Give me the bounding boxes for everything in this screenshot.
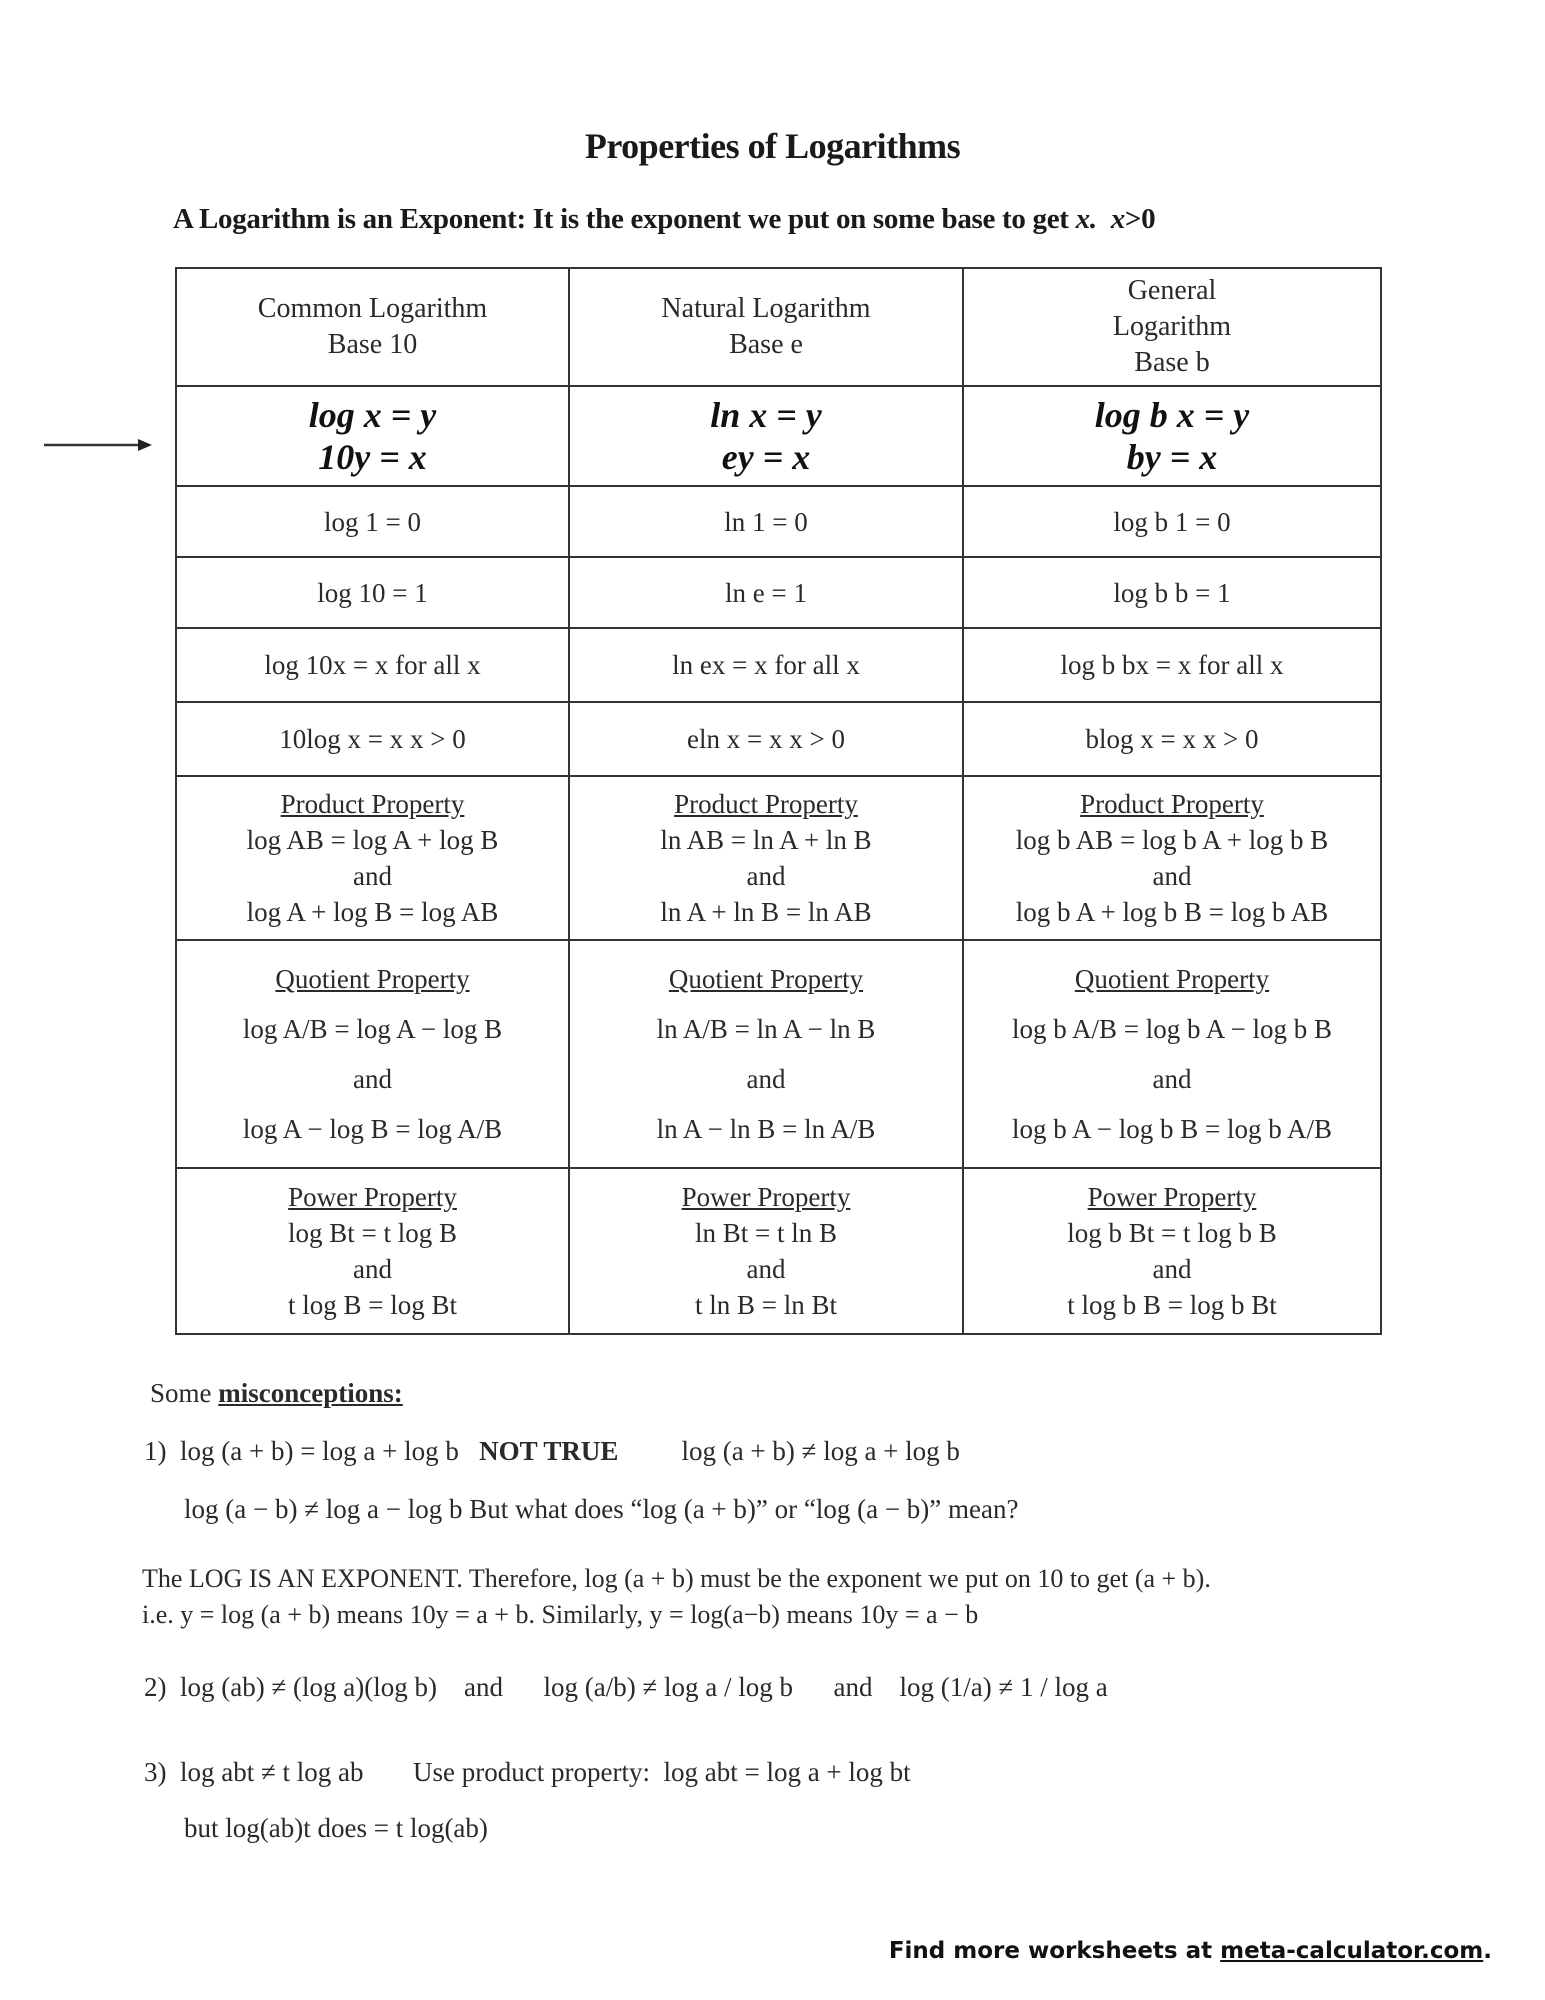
subtitle-var: x. xyxy=(1075,203,1097,235)
formula: t ln B = ln Bt xyxy=(694,1290,837,1320)
and-label: and xyxy=(353,1064,392,1094)
footer xyxy=(889,1938,1492,1964)
property-title: Power Property xyxy=(1087,1182,1257,1212)
table-row-power-property xyxy=(176,1168,1381,1334)
hint-formula: log abt = log a + log bt xyxy=(663,1757,911,1787)
misconception-3-followup: but log(ab)t does = t log(ab) xyxy=(184,1813,488,1843)
formula: log b AB = log b A + log b B xyxy=(1015,825,1329,855)
formula: log A − log B = log A/B xyxy=(242,1114,503,1144)
table-row-headers xyxy=(176,268,1381,386)
formula: log b Bt = t log b B xyxy=(1067,1218,1277,1248)
page-title: Properties of Logarithms xyxy=(584,126,961,166)
explanation-line-1: The LOG IS AN EXPONENT. Therefore, log (a + b) must be the exponent we put on 10 to get (a + b). xyxy=(142,1564,1211,1593)
table-cell: eln x = x x > 0 xyxy=(569,702,963,776)
property-title: Product Property xyxy=(674,789,858,819)
explanation-line-2: i.e. y = log (a + b) means 10y = a + b. Similarly, y = log(a−b) means 10y = a − b xyxy=(142,1600,979,1629)
formula: log b A + log b B = log b AB xyxy=(1015,897,1329,927)
quotient-cell xyxy=(569,940,963,1168)
subtitle-cond-var: x xyxy=(1110,203,1125,235)
property-title: Quotient Property xyxy=(1074,964,1270,994)
table-row-inverse-exp xyxy=(176,702,1381,776)
table-cell: log 10x = x for all x xyxy=(176,628,569,702)
table-cell: blog x = x x > 0 xyxy=(963,702,1381,776)
misconceptions-heading xyxy=(150,1378,403,1409)
power-cell xyxy=(963,1168,1381,1334)
table-cell: ln 1 = 0 xyxy=(569,486,963,557)
subtitle xyxy=(173,203,1155,236)
item-number: 3) xyxy=(144,1757,167,1787)
header-line: General xyxy=(1127,275,1217,306)
header-line: Natural Logarithm xyxy=(661,293,871,324)
item-number: 2) xyxy=(144,1672,167,1702)
definition-log-form: log b x = y xyxy=(1094,395,1250,435)
definition-common xyxy=(176,386,569,486)
formula: log (ab) ≠ (log a)(log b) xyxy=(180,1672,437,1702)
definition-exp-form: ey = x xyxy=(721,437,811,477)
header-line: Logarithm xyxy=(1112,311,1232,342)
property-title: Power Property xyxy=(681,1182,851,1212)
item-number: 1) xyxy=(144,1436,167,1466)
formula: log (1/a) ≠ 1 / log a xyxy=(899,1672,1108,1702)
header-line: Base b xyxy=(1134,347,1210,378)
and-label: and xyxy=(353,1254,392,1284)
definition-exp-form: by = x xyxy=(1126,437,1218,477)
and-label: and xyxy=(1152,861,1192,891)
table-row-definitions xyxy=(176,386,1381,486)
formula: log AB = log A + log B xyxy=(246,825,499,855)
correction: log (a + b) ≠ log a + log b xyxy=(681,1436,960,1466)
formula: log A + log B = log AB xyxy=(246,897,499,927)
definition-general xyxy=(963,386,1381,486)
quotient-cell xyxy=(963,940,1381,1168)
footer-link[interactable]: meta-calculator.com xyxy=(1220,1938,1484,1964)
formula: ln A − ln B = ln A/B xyxy=(656,1114,876,1144)
quotient-cell xyxy=(176,940,569,1168)
table-cell: log 10 = 1 xyxy=(176,557,569,628)
table-row-quotient-property xyxy=(176,940,1381,1168)
property-title: Quotient Property xyxy=(275,964,470,994)
formula: t log B = log Bt xyxy=(287,1290,457,1320)
and-label: and xyxy=(1152,1254,1192,1284)
misconception-1-followup: log (a − b) ≠ log a − log b But what does “log (a + b)” or “log (a − b)” mean? xyxy=(184,1494,1019,1524)
table-row-log-of-one xyxy=(176,486,1381,557)
and-label: and xyxy=(746,861,786,891)
table-row-product-property xyxy=(176,776,1381,940)
formula: log A/B = log A − log B xyxy=(242,1014,503,1044)
property-title: Power Property xyxy=(288,1182,457,1212)
and-label: and xyxy=(746,1064,786,1094)
hint-label: Use product property: xyxy=(413,1757,650,1787)
misconception-1 xyxy=(144,1436,960,1467)
formula: log b A/B = log b A − log b B xyxy=(1011,1014,1332,1044)
and-label: and xyxy=(1152,1064,1192,1094)
formula: log (a/b) ≠ log a / log b xyxy=(543,1672,794,1702)
table-cell: log b bx = x for all x xyxy=(963,628,1381,702)
power-cell xyxy=(176,1168,569,1334)
header-line: Common Logarithm xyxy=(257,293,488,324)
table-cell: log b 1 = 0 xyxy=(963,486,1381,557)
footer-prefix: Find more worksheets at xyxy=(888,1938,1213,1964)
header-natural-log xyxy=(569,268,963,386)
definition-log-form: ln x = y xyxy=(710,395,822,435)
header-general-log xyxy=(963,268,1381,386)
formula: log b A − log b B = log b A/B xyxy=(1011,1114,1332,1144)
formula: log Bt = t log B xyxy=(287,1218,457,1248)
definition-log-form: log x = y xyxy=(308,395,437,435)
and-label: and xyxy=(746,1254,786,1284)
table-cell: ln e = 1 xyxy=(569,557,963,628)
and-label: and xyxy=(353,861,392,891)
product-cell xyxy=(963,776,1381,940)
heading-label: misconceptions: xyxy=(218,1378,403,1408)
right-arrow-icon xyxy=(44,436,154,454)
formula: ln Bt = t ln B xyxy=(694,1218,837,1248)
table-cell: log b b = 1 xyxy=(963,557,1381,628)
definition-natural xyxy=(569,386,963,486)
heading-prefix: Some xyxy=(150,1378,212,1408)
property-title: Product Property xyxy=(1080,789,1264,819)
table-cell: ln ex = x for all x xyxy=(569,628,963,702)
property-title: Product Property xyxy=(280,789,465,819)
product-cell xyxy=(176,776,569,940)
header-line: Base 10 xyxy=(327,329,418,360)
table-cell: 10log x = x x > 0 xyxy=(176,702,569,776)
properties-table xyxy=(175,267,1382,1335)
misconception-claim: log (a + b) = log a + log b xyxy=(180,1436,459,1466)
table-row-inverse-log xyxy=(176,628,1381,702)
header-common-log xyxy=(176,268,569,386)
definition-exp-form: 10y = x xyxy=(318,437,427,477)
power-cell xyxy=(569,1168,963,1334)
misconception-2 xyxy=(144,1672,1108,1703)
header-line: Base e xyxy=(729,329,803,360)
footer-suffix: . xyxy=(1483,1938,1492,1964)
table-cell: log 1 = 0 xyxy=(176,486,569,557)
misconception-claim: log abt ≠ t log ab xyxy=(180,1757,364,1787)
and-label: and xyxy=(464,1672,503,1702)
formula: ln A/B = ln A − ln B xyxy=(656,1014,876,1044)
formula: t log b B = log b Bt xyxy=(1067,1290,1277,1320)
product-cell xyxy=(569,776,963,940)
subtitle-cond: >0 xyxy=(1124,203,1156,235)
misconception-3 xyxy=(144,1757,911,1788)
table-row-log-of-base xyxy=(176,557,1381,628)
subtitle-lead: A Logarithm is an Exponent: It is the exponent we put on some base to get xyxy=(173,203,1069,235)
formula: ln A + ln B = ln AB xyxy=(660,897,872,927)
property-title: Quotient Property xyxy=(668,964,864,994)
verdict-label: NOT TRUE xyxy=(479,1436,619,1466)
formula: ln AB = ln A + ln B xyxy=(660,825,872,855)
and-label: and xyxy=(833,1672,873,1702)
